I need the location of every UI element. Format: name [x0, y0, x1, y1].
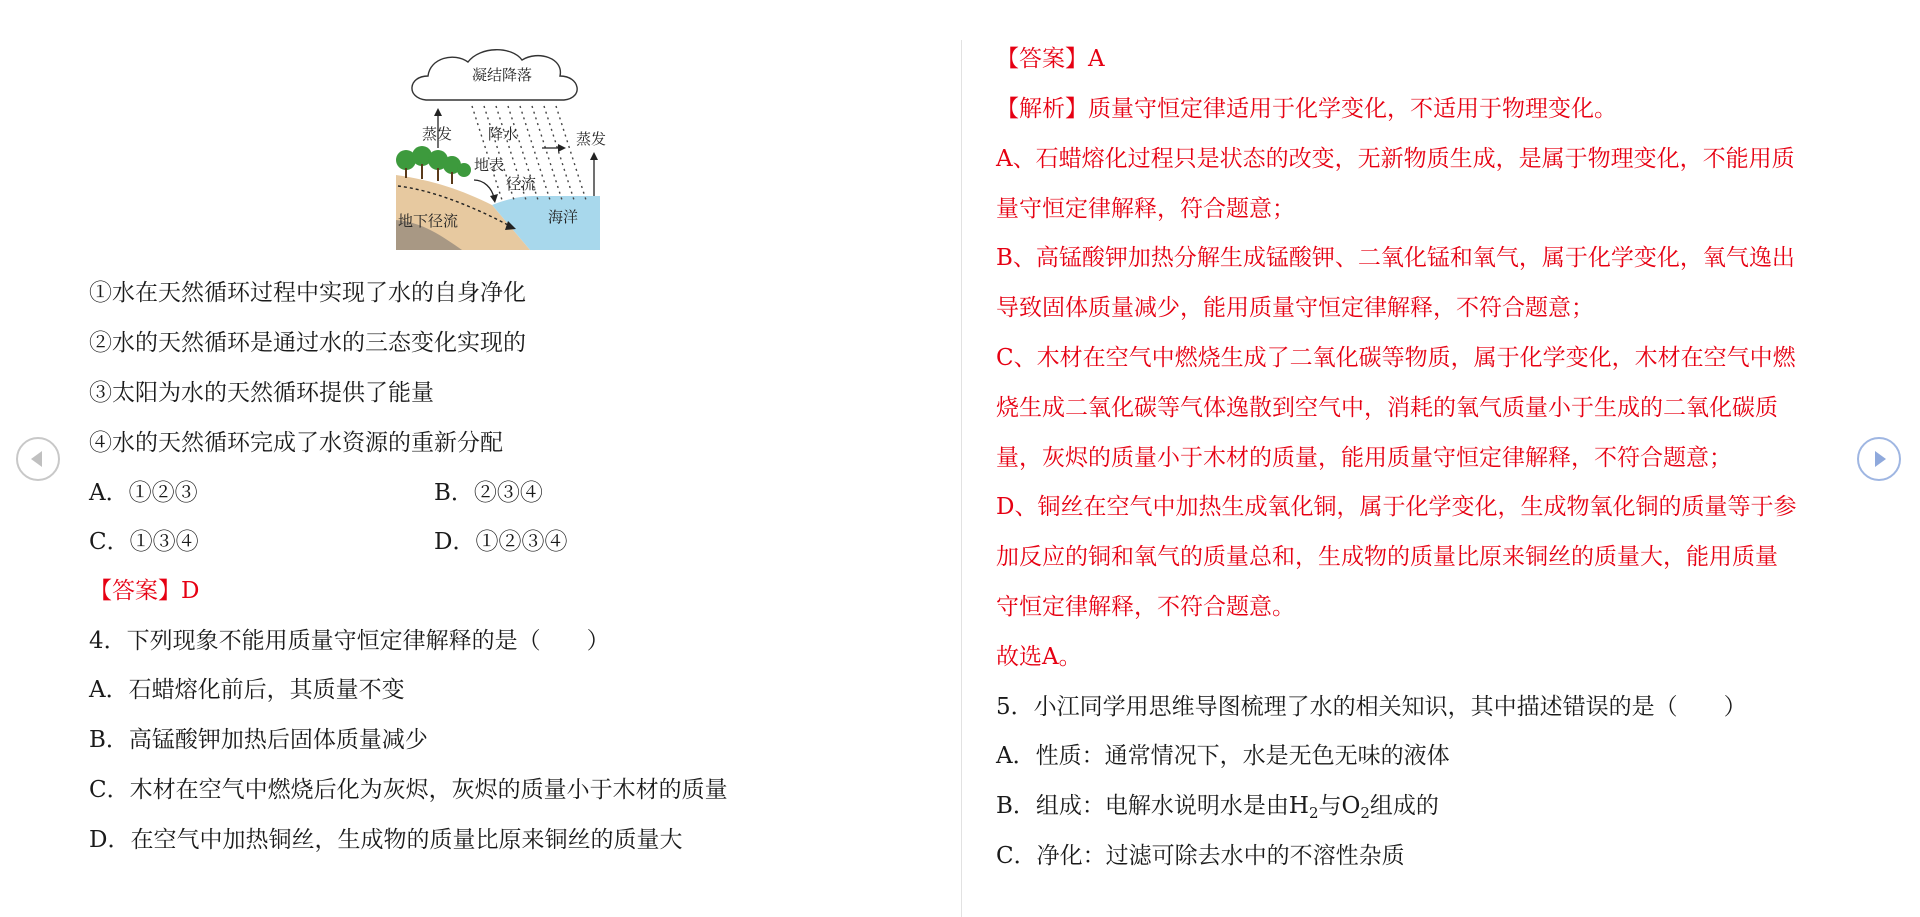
q5-stem: 5．小江同学用思维导图梳理了水的相关知识，其中描述错误的是（ ）	[996, 694, 1747, 720]
trees	[396, 146, 471, 177]
cloud-label: 凝结降落	[472, 66, 533, 84]
q3-option-c: C．①③④	[89, 529, 199, 555]
explanation-line: D、铜丝在空气中加热生成氧化铜，属于化学变化，生成物氧化铜的质量等于参	[996, 494, 1797, 520]
q3-option-b: B．②③④	[434, 480, 543, 506]
q5-option-b-suffix: 组成的	[1369, 793, 1439, 819]
q4-option-c: C．木材在空气中燃烧后化为灰烬，灰烬的质量小于木材的质量	[89, 777, 728, 803]
statement-2: ②水的天然循环是通过水的三态变化实现的	[89, 330, 526, 356]
subscript-2: 2	[1360, 804, 1370, 822]
triangle-left-icon	[31, 451, 42, 467]
q4-answer: 【答案】A	[996, 46, 1105, 72]
next-page-button[interactable]	[1857, 437, 1901, 481]
water-cycle-figure	[392, 40, 612, 255]
q5-option-b-mid: 与O	[1318, 793, 1361, 819]
conclusion: 故选A。	[996, 644, 1082, 670]
ground-runoff-label: 地下径流	[398, 212, 459, 230]
q4-stem: 4．下列现象不能用质量守恒定律解释的是（ ）	[89, 628, 610, 654]
explanation-line: 守恒定律解释，不符合题意。	[996, 594, 1295, 620]
explanation-line: 导致固体质量减少，能用质量守恒定律解释，不符合题意；	[996, 295, 1594, 321]
explanation-line: 量，灰烬的质量小于木材的质量，能用质量守恒定律解释，不符合题意；	[996, 445, 1732, 471]
evap-right-label: 蒸发	[576, 130, 607, 148]
explanation-line: 烧生成二氧化碳等气体逸散到空气中，消耗的氧气质量小于生成的二氧化碳质	[996, 395, 1778, 421]
q3-answer: 【答案】D	[89, 578, 200, 604]
q5-option-a: A．性质：通常情况下，水是无色无味的液体	[996, 743, 1450, 769]
right-page	[960, 0, 1920, 917]
surface-label: 地表	[474, 156, 505, 174]
explanation-line: 量守恒定律解释，符合题意；	[996, 196, 1295, 222]
q5-option-c: C．净化：过滤可除去水中的不溶性杂质	[996, 843, 1405, 869]
evap-left-label: 蒸发	[422, 125, 453, 143]
statement-4: ④水的天然循环完成了水资源的重新分配	[89, 430, 503, 456]
explanation-line: 加反应的铜和氧气的质量总和，生成物的质量比原来铜丝的质量大，能用质量	[996, 544, 1778, 570]
statement-1: ①水在天然循环过程中实现了水的自身净化	[89, 280, 526, 306]
q3-option-d: D．①②③④	[434, 529, 568, 555]
rain-label: 降水	[488, 125, 519, 143]
q4-option-d: D．在空气中加热铜丝，生成物的质量比原来铜丝的质量大	[89, 827, 683, 853]
water-cycle-diagram	[392, 40, 612, 255]
explanation-line: C、木材在空气中燃烧生成了二氧化碳等物质，属于化学变化，木材在空气中燃	[996, 345, 1796, 371]
subscript-2: 2	[1308, 804, 1319, 822]
q4-analysis: 【解析】质量守恒定律适用于化学变化，不适用于物理变化。	[996, 96, 1617, 122]
prev-page-button[interactable]	[16, 437, 60, 481]
q5-option-b-prefix: B．组成：电解水说明水是由H	[996, 793, 1309, 819]
explanation-line: A、石蜡熔化过程只是状态的改变，无新物质生成，是属于物理变化，不能用质	[996, 146, 1795, 172]
q3-option-a: A．①②③	[89, 480, 198, 506]
q5-option-b	[996, 791, 1439, 823]
triangle-right-icon	[1875, 451, 1886, 467]
explanation-line: B、高锰酸钾加热分解生成锰酸钾、二氧化锰和氧气，属于化学变化，氧气逸出	[996, 245, 1795, 271]
statement-3: ③太阳为水的天然循环提供了能量	[89, 380, 434, 406]
runoff-label: 径流	[506, 175, 537, 193]
ocean-label: 海洋	[548, 208, 579, 226]
q4-option-a: A．石蜡熔化前后，其质量不变	[89, 677, 405, 703]
q4-option-b: B．高锰酸钾加热后固体质量减少	[89, 727, 428, 753]
